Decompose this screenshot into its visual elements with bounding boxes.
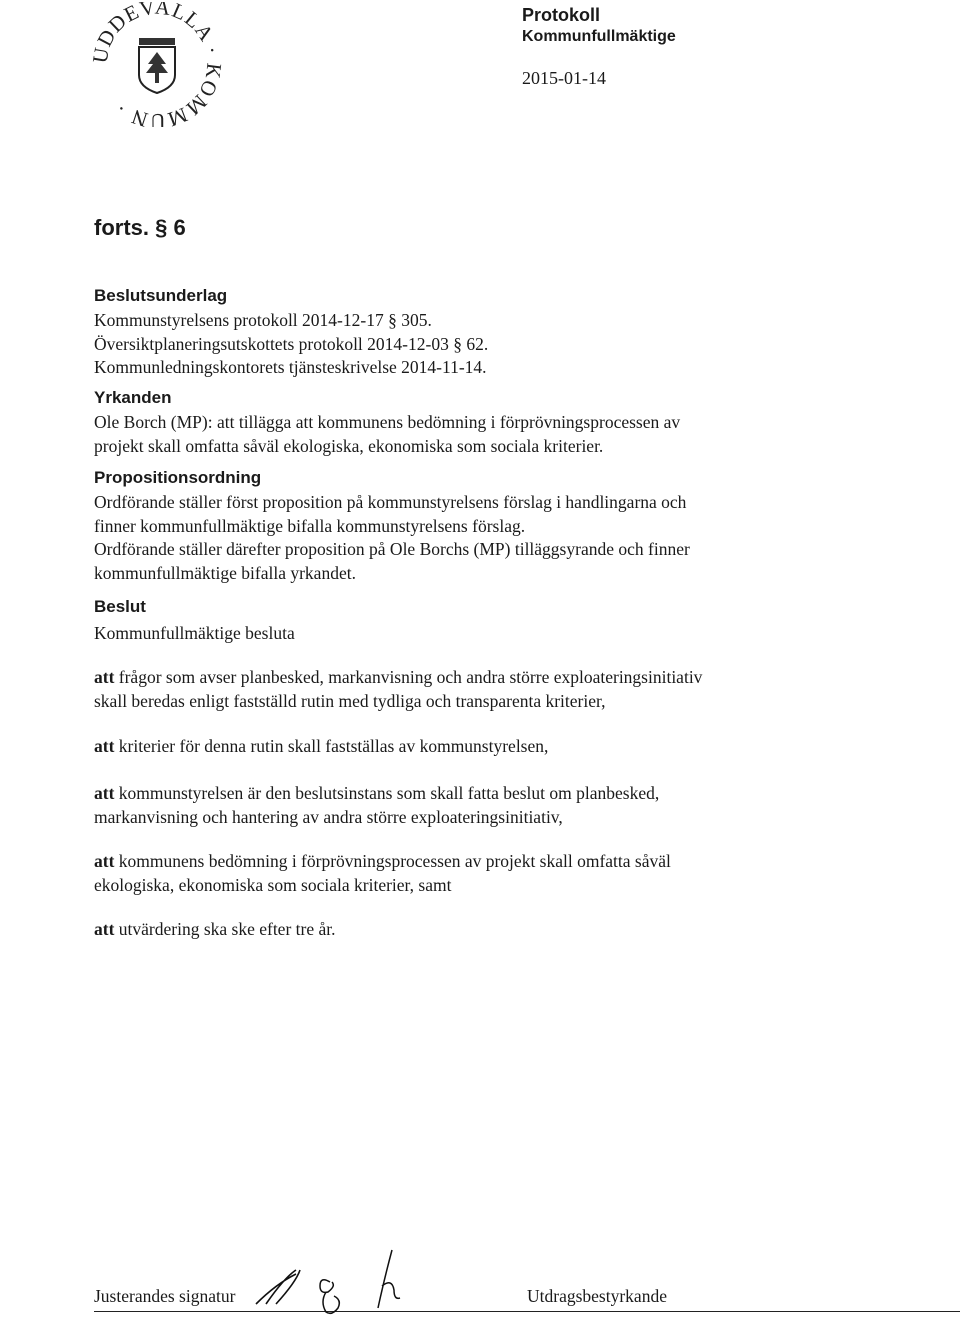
att-keyword: att — [94, 783, 115, 803]
yrkanden-heading: Yrkanden — [94, 388, 172, 407]
yrkanden-line: Ole Borch (MP): att tillägga att kommunens bedömning i förprövningsprocessen av — [94, 412, 681, 432]
beslut-intro: Kommunfullmäktige besluta — [94, 623, 295, 643]
section-title: forts. § 6 — [94, 215, 186, 240]
justerandes-signatur-label: Justerandes signatur — [94, 1286, 236, 1306]
beslut-item — [94, 918, 336, 942]
beslut-item — [94, 735, 548, 759]
beslut-section — [94, 596, 295, 646]
beslut-item-text: skall beredas enligt fastställd rutin med tydliga och transparenta kriterier, — [94, 690, 606, 711]
beslutsunderlag-heading: Beslutsunderlag — [94, 286, 228, 305]
beslut-item — [94, 782, 659, 829]
beslut-item-text: markanvisning och hantering av andra större exploateringsinitiativ, — [94, 806, 563, 827]
beslut-item — [94, 666, 702, 713]
beslut-item-text: kommunens bedömning i förprövningsprocessen av projekt skall omfatta såväl — [118, 851, 671, 871]
propositionsordning-line: Ordförande ställer först proposition på kommunstyrelsens förslag i handlingarna och — [94, 492, 687, 512]
propositionsordning-heading: Propositionsordning — [94, 468, 262, 487]
issuing-body: Kommunfullmäktige — [522, 28, 676, 45]
beslut-item — [94, 850, 671, 897]
beslutsunderlag-line: Kommunledningskontorets tjänsteskrivelse 2014-11-14. — [94, 357, 487, 377]
beslutsunderlag-section — [94, 285, 488, 380]
beslut-item-text: kommunstyrelsen är den beslutsinstans som skall fatta beslut om planbesked, — [118, 783, 660, 803]
yrkanden-section — [94, 387, 680, 458]
propositionsordning-line: finner kommunfullmäktige bifalla kommunstyrelsens förslag. — [94, 515, 526, 536]
beslutsunderlag-line: Översiktplaneringsutskottets protokoll 2014-12-03 § 62. — [94, 333, 489, 354]
document-header — [522, 4, 676, 89]
beslut-item-text: utvärdering ska ske efter tre år. — [118, 919, 336, 939]
document-type: Protokoll — [522, 5, 601, 25]
propositionsordning-line: kommunfullmäktige bifalla yrkandet. — [94, 562, 356, 583]
beslutsunderlag-line: Kommunstyrelsens protokoll 2014-12-17 § 305. — [94, 310, 432, 330]
utdragsbestyrkande-label: Utdragsbestyrkande — [527, 1286, 667, 1306]
beslut-item-text: kriterier för denna rutin skall fastställas av kommunstyrelsen, — [118, 736, 549, 756]
beslut-item-text: ekologiska, ekonomiska som sociala kriterier, samt — [94, 874, 452, 895]
att-keyword: att — [94, 736, 115, 756]
handwritten-signature — [254, 1246, 474, 1316]
yrkanden-line: projekt skall omfatta såväl ekologiska, ekonomiska som sociala kriterier. — [94, 435, 604, 456]
municipality-seal-logo — [82, 2, 232, 127]
meeting-date: 2015-01-14 — [522, 68, 606, 88]
att-keyword: att — [94, 667, 115, 687]
signature-line — [94, 1311, 960, 1312]
svg-text:UDDEVALLA · KOMMUN ·: UDDEVALLA · KOMMUN · — [87, 2, 227, 127]
propositionsordning-section — [94, 467, 690, 585]
beslut-item-text: frågor som avser planbesked, markanvisning och andra större exploateringsinitiativ — [118, 667, 703, 687]
att-keyword: att — [94, 851, 115, 871]
beslut-heading: Beslut — [94, 597, 146, 616]
propositionsordning-line: Ordförande ställer därefter proposition på Ole Borchs (MP) tilläggsyrande och finner — [94, 539, 690, 559]
att-keyword: att — [94, 919, 115, 939]
